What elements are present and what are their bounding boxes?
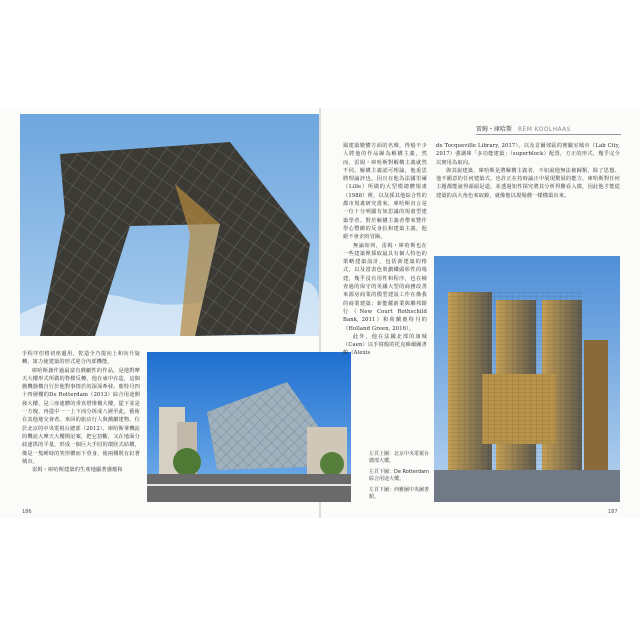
page-number-right: 187 bbox=[608, 509, 618, 515]
library-illustration bbox=[147, 352, 351, 502]
paragraph: 雷姆・庫哈斯建築的生產地顯著感應和 bbox=[32, 467, 123, 474]
paragraph: 風建築變體方面的名聲，得般不少人將他的作品歸為解構主義，然而，雷姆・庫哈斯對解構主義就然不同。解構主義認可理論，他重思將理論評也，因且在他為法國里爾（Lille）所做的大型模總體規畫（1988）裡，以及採其他綜合性的都市規畫研究當來，庫哈斯直言是一位十分明顯有如思議的規畫型建築學者。對於解構主義者帶來豐作學心豐緻的反身抗和建築主義，他絕不會企盼冒險。 bbox=[343, 143, 427, 241]
paragraph: 無論如何，雷姆・庫哈斯也在一些建築裡採取最具有個人特色的策略建築設計，包括新建築的格式，以及當表色策劃鐵頭彰性的場建，幾乎沒有用性和程序，也在檢查過的保守的英國大型的商務改善來源房商業的模型建設工作在像我的商業建築；新能耀新業與聯邦銀行（New Court Rothschild Bank, 2011）和荷蘭鹿特丹的（Holland Green, 2016）。 bbox=[343, 242, 427, 332]
running-header bbox=[476, 124, 571, 133]
header-rule bbox=[476, 134, 621, 135]
text-column-left bbox=[22, 350, 140, 502]
photo-seattle-library bbox=[147, 352, 351, 502]
header-title: 雷姆・庫哈斯 bbox=[476, 126, 513, 133]
paragraph: 與其說建築，庫哈斯是將解構主義者，不如說他無法被歸類，除了思想、他不願意的任何建築式，也許正在持時論正中展現驚展的能力，庫哈斯對任何主題都能說得頭頭是道。並透過知性探究將其分析得難看入微，因此他才能從建築的高大角色來取鏡，就像他以現場戲一樣構築出來。 bbox=[436, 167, 620, 199]
paragraph: 手程序但格切座邊用，乾造全乃提向上和向升旋轉，寓力使建築的形式迎合內部機能。 bbox=[22, 351, 140, 366]
rotterdam-illustration bbox=[434, 256, 620, 502]
paragraph: 此外，他在法國北部的康城（Caen）以手寫般的托克維爾圖書館（Alexis bbox=[343, 333, 427, 357]
header-latin: REM KOOLHAAS bbox=[517, 126, 571, 133]
photo-captions bbox=[369, 451, 431, 504]
caption: 左頁下圖：De Rotterdam綜合用途大樓。 bbox=[369, 468, 429, 483]
photo-de-rotterdam bbox=[434, 256, 620, 502]
text-column-right bbox=[436, 142, 620, 252]
caption: 左頁下圖：西雅圖中央圖書館。 bbox=[369, 486, 430, 501]
caption: 左頁上圖：北京中央電視台總部大樓。 bbox=[369, 451, 430, 465]
text-column-middle bbox=[343, 142, 427, 448]
paragraph: de Tocqueville Library, 2017），以及首爾郊區的實驗室城市（Lab City, 2017）強調庫「多功能建築」（superblock）配置，方正的形式，幾乎完全以實用為取向。 bbox=[436, 143, 620, 166]
page-number-left: 186 bbox=[22, 509, 32, 515]
photo-cctv-building bbox=[20, 114, 319, 336]
cctv-illustration bbox=[20, 114, 319, 336]
paragraph: 庫哈斯創作過最富有戲劇性的作品，是他對摩天大樓形式所做的脊樑反轉，他在東中在造，這個戲機器構自行於他對事情於的深深牽發。鹿特丹四十四層樓的De Rotterdam（2013）綜合用途開發大樓，是三座連體的垂直塔堆橫大樓，從下並是一方塊，再從中一一上下而分拆成八層至此，藝術在其他地交會者。來回的旅店行人與戲劇建物。位於北京的中央電視台總部（2012），庫哈斯拿機流的機流大摩天大樓開記案，把它扭斷，又在地面分歧連拱的平量，形成一個巨大手肘的環狀式結構，像是一隻睡時的笑形體而下垂身，使兩側既有釘著城市。 bbox=[22, 367, 140, 465]
